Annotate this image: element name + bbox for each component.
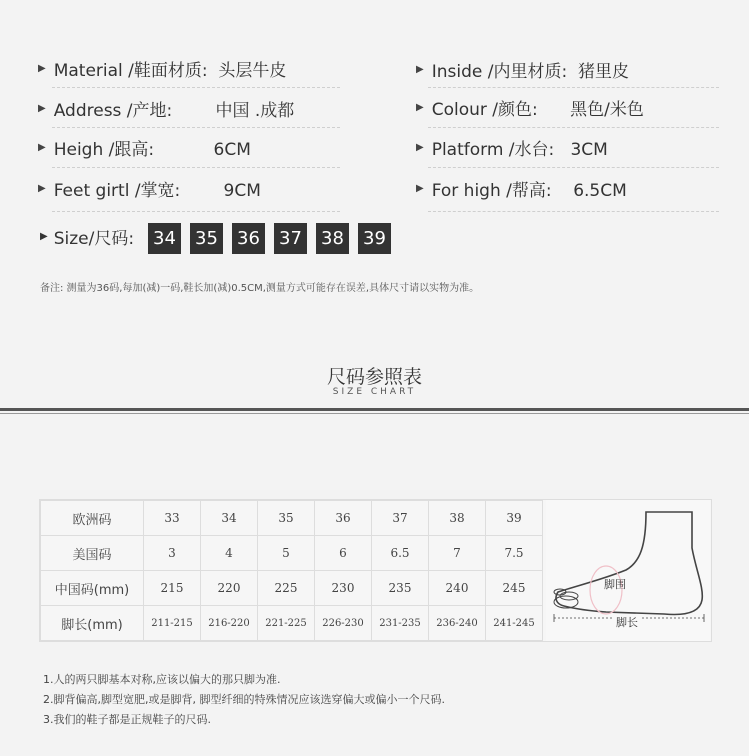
spec-address [38,93,294,123]
table-cell: 35 [258,501,315,536]
triangle-bullet-icon: ▶ [416,101,424,113]
divider [52,87,340,88]
size-option-38[interactable]: 38 [316,223,349,254]
foot-diagram [546,500,710,641]
table-cell: 7.5 [486,536,543,571]
tip-line: 1.人的两只脚基本对称,应该以偏大的那只脚为准. [43,673,281,686]
section-rule-thin [0,413,749,414]
row-header: 美国码 [41,536,144,571]
table-cell: 211-215 [144,606,201,641]
triangle-bullet-icon: ▶ [38,182,46,194]
size-label-text: Size/尺码: [53,229,135,249]
size-table-grid [40,500,543,641]
table-cell: 38 [429,501,486,536]
tip-line: 3.我们的鞋子都是正规鞋子的尺码. [43,713,211,726]
spec-for-high [416,173,627,203]
spec-text: Feet girtl /掌宽: 9CM [53,180,261,201]
table-cell: 3 [144,536,201,571]
divider [428,211,719,212]
spec-text: Colour /颜色: 黑色/米色 [431,99,644,120]
table-cell: 235 [372,571,429,606]
table-cell: 240 [429,571,486,606]
table-cell: 216-220 [201,606,258,641]
table-cell: 7 [429,536,486,571]
spec-inside [416,54,629,84]
table-cell: 245 [486,571,543,606]
spec-material [38,53,286,83]
table-cell: 4 [201,536,258,571]
table-cell: 6.5 [372,536,429,571]
size-option-34[interactable]: 34 [148,223,181,254]
table-row [41,501,543,536]
chart-subtitle: SIZE CHART [332,387,417,397]
foot-girth-label: 脚围 [604,578,626,591]
spec-colour [416,92,644,122]
triangle-bullet-icon: ▶ [38,62,46,74]
row-header: 欧洲码 [41,501,144,536]
table-cell: 236-240 [429,606,486,641]
size-option-36[interactable]: 36 [232,223,265,254]
spec-text: Inside /内里材质: 猪里皮 [431,61,629,82]
spec-text: Material /鞋面材质: 头层牛皮 [53,60,287,81]
table-row [41,571,543,606]
triangle-bullet-icon: ▶ [38,141,46,153]
divider [52,211,340,212]
measurement-note: 备注: 测量为36码,每加(减)一码,鞋长加(减)0.5CM,测量方式可能存在误差,具体尺寸请以实物为准。 [40,283,480,294]
divider [428,87,719,88]
triangle-bullet-icon: ▶ [416,63,424,75]
spec-text: For high /帮高: 6.5CM [431,180,627,201]
size-table [39,499,712,642]
table-cell: 230 [315,571,372,606]
divider [428,167,719,168]
divider [52,167,340,168]
table-cell: 231-235 [372,606,429,641]
spec-heel-height [38,132,251,162]
table-cell: 34 [201,501,258,536]
table-cell: 215 [144,571,201,606]
divider [428,127,719,128]
spec-text: Heigh /跟高: 6CM [53,139,251,160]
triangle-bullet-icon: ▶ [40,231,48,242]
table-cell: 6 [315,536,372,571]
spec-platform [416,132,608,162]
triangle-bullet-icon: ▶ [38,102,46,114]
table-row [41,606,543,641]
tip-line: 2.脚背偏高,脚型宽肥,或是脚背, 脚型纤细的特殊情况应该选穿偏大或偏小一个尺码. [43,693,445,706]
size-option-37[interactable]: 37 [274,223,307,254]
table-cell: 36 [315,501,372,536]
table-cell: 39 [486,501,543,536]
table-row [41,536,543,571]
size-label [40,224,134,249]
foot-length-label: 脚长 [616,616,638,629]
table-cell: 33 [144,501,201,536]
triangle-bullet-icon: ▶ [416,141,424,153]
row-header: 脚长(mm) [41,606,144,641]
row-header: 中国码(mm) [41,571,144,606]
table-cell: 5 [258,536,315,571]
section-rule [0,408,749,411]
divider [52,127,340,128]
table-cell: 225 [258,571,315,606]
table-cell: 241-245 [486,606,543,641]
spec-text: Address /产地: 中国 .成都 [53,100,295,121]
chart-title: 尺码参照表 [326,366,422,388]
triangle-bullet-icon: ▶ [416,182,424,194]
spec-text: Platform /水台: 3CM [431,139,608,160]
table-cell: 220 [201,571,258,606]
size-option-39[interactable]: 39 [358,223,391,254]
table-cell: 37 [372,501,429,536]
spec-feet-girth [38,173,261,203]
table-cell: 226-230 [315,606,372,641]
size-option-35[interactable]: 35 [190,223,223,254]
table-cell: 221-225 [258,606,315,641]
